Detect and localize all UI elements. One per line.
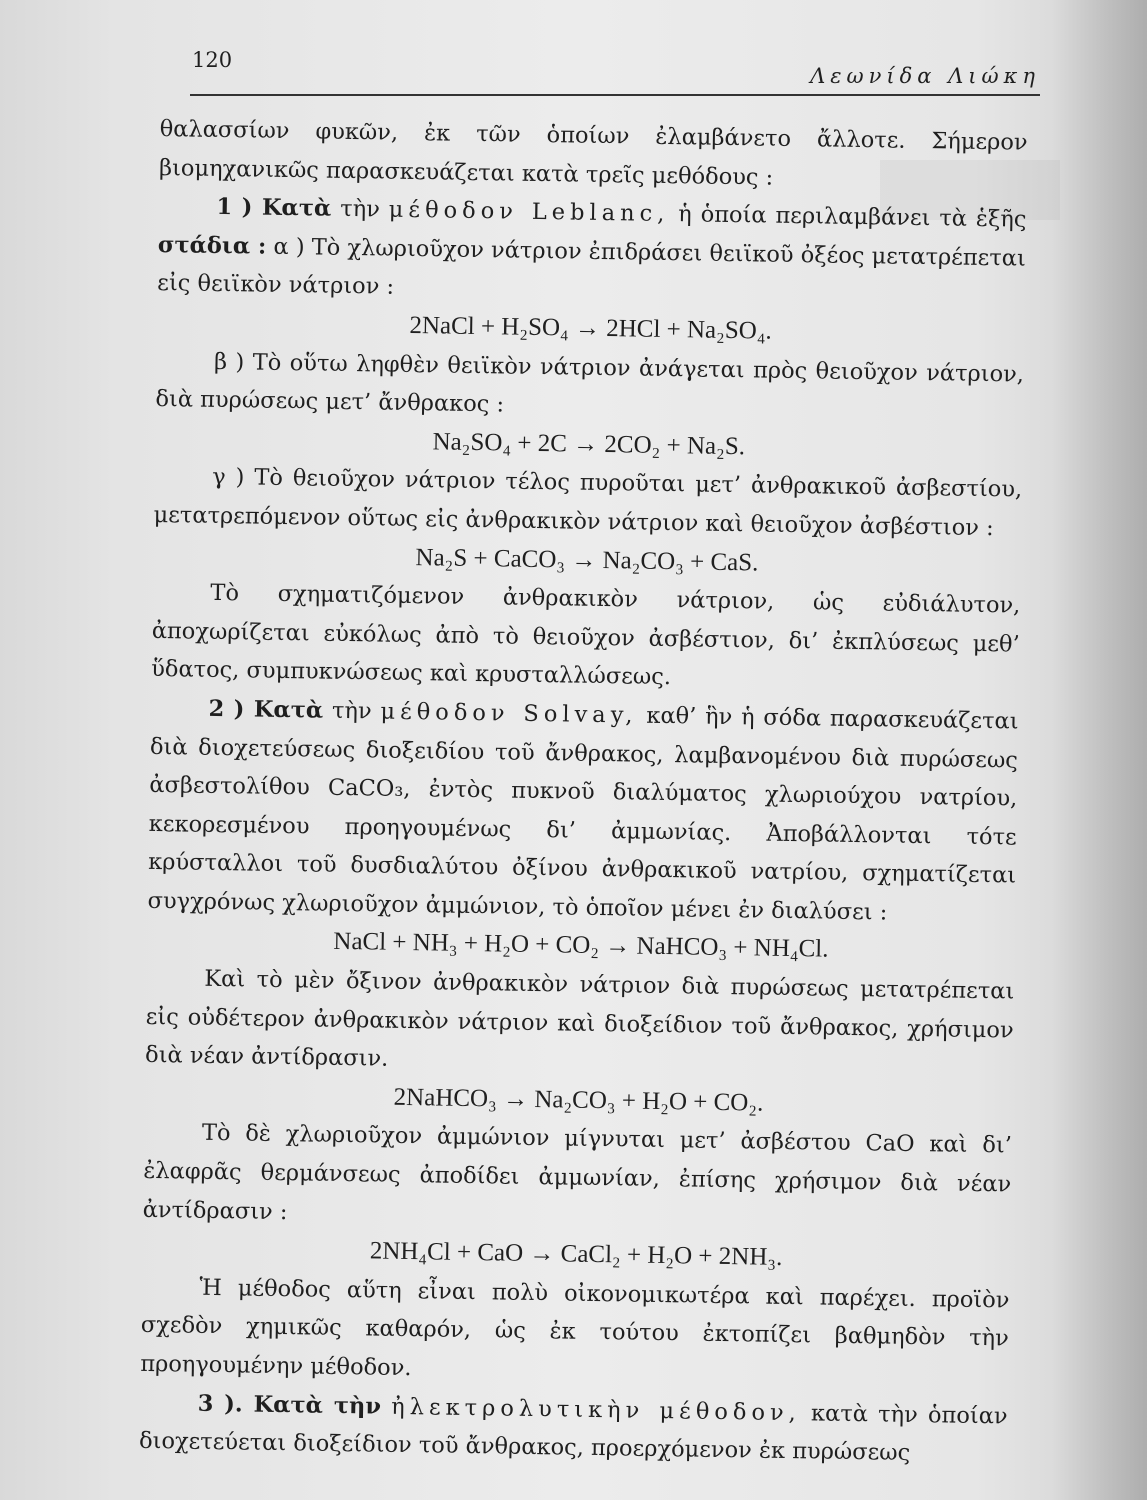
header-rule xyxy=(190,94,1040,96)
method-1-marker: 1 ) Κατὰ xyxy=(216,194,332,222)
method-3-text: κατὰ τὴν ὁποίαν διοχετεύεται διοξείδιον τοῦ ἄνθρακος, προερχόμενον ἐκ πυρώσεως xyxy=(138,1399,1008,1467)
paragraph-bicarbonate: Καὶ τὸ μὲν ὄξινον ἀνθρακικὸν νάτριον διὰ πυρώσεως μετατρέπεται εἰς οὐδέτερον ἀνθρακικὸν νάτριον καὶ διοξείδιον τοῦ ἄνθρακος, χρήσιμον διὰ νέαν ἀντίδρασιν. xyxy=(144,965,1015,1072)
page-header xyxy=(190,42,1040,102)
method-1-name: μέθοδον Leblanc, xyxy=(388,196,670,228)
next-page-shadow xyxy=(1052,0,1147,1500)
paragraph-economy: Ἡ μέθοδος αὕτη εἶναι πολὺ οἰκονομικωτέρα καὶ παρέχει. προϊὸν σχεδὸν χημικῶς καθαρόν, ὡς ἐκ τούτου ἐκτοπίζει βαθμηδὸν τὴν προηγουμένην μέθοδον. xyxy=(140,1274,1010,1382)
equation-2: Na₂SO₄ + 2C → 2CO₂ + Na₂S. xyxy=(432,428,746,460)
paragraph-solvay xyxy=(147,689,1019,934)
running-head: Λεωνίδα Λιώκη xyxy=(810,64,1040,88)
page-number: 120 xyxy=(192,48,233,72)
method-1-stages: στάδια : xyxy=(157,231,267,260)
paragraph-leblanc xyxy=(157,187,1027,316)
method-1-article: τὴν xyxy=(340,196,381,223)
method-2-marker: 2 ) Κατὰ xyxy=(208,695,324,724)
method-2-name: μέθοδον Solvay, xyxy=(380,698,638,729)
method-1-text: α ) Τὸ χλωριοῦχον νάτριον ἐπιδράσει θειϊκοῦ ὀξέος μετατρέπεται εἰς θειϊκὸν νάτριον : xyxy=(157,233,1026,301)
body-text xyxy=(139,110,1028,1474)
method-2-text: καθ’ ἣν ἡ σόδα παρασκευάζεται διὰ διοχετεύσεως διοξειδίου τοῦ ἄνθρακος, λαμβανομένου διὰ πυρώσεως ἀσβεστολίθου CaCO₃, ἐντὸς πυκνοῦ διαλύματος χλωριούχου νατρίου, κεκορεσμένου προηγουμένως δι’ ἀμμωνίας. Ἀποβάλλονται τότε κρύσταλλοι τοῦ δυσδιαλύτου ὀξίνου ἀνθρακικοῦ νατρίου, σχηματίζεται συγχρόνως χλωριοῦχον ἀμμώνιον, τὸ ὁποῖον μένει ἐν διαλύσει : xyxy=(147,702,1019,926)
method-3-marker: 3 ). Κατὰ τὴν xyxy=(197,1390,382,1420)
paragraph-gamma: γ ) Τὸ θειοῦχον νάτριον τέλος πυροῦται μετ’ ἀνθρακικοῦ ἀσβεστίου, μετατρεπόμενον οὕτως εἰς ἀνθρακικὸν νάτριον καὶ θειοῦχον ἀσβέστιον : xyxy=(153,464,1023,542)
equation-4: NaCl + NH₃ + H₂O + CO₂ → NaHCO₃ + NH₄Cl. xyxy=(333,928,829,964)
paragraph-beta: β ) Τὸ οὕτω ληφθὲν θειϊκὸν νάτριον ἀνάγεται πρὸς θειοῦχον νάτριον, διὰ πυρώσεως μετ’ ἄνθρακος : xyxy=(155,348,1025,418)
paragraph-1: θαλασσίων φυκῶν, ἐκ τῶν ὁποίων ἐλαμβάνετο ἄλλοτε. Σήμερον βιομηχανικῶς παρασκευάζεται κατὰ τρεῖς μεθόδους : xyxy=(158,115,1028,191)
paragraph-ammonium: Τὸ δὲ χλωριοῦχον ἀμμώνιον μίγνυται μετ’ ἀσβέστου CaO καὶ δι’ ἐλαφρᾶς θερμάνσεως ἀποδίδει ἀμμωνίαν, ἐπίσης χρήσιμον διὰ νέαν ἀντίδρασιν : xyxy=(142,1120,1013,1225)
equation-6: 2NH₄Cl + CaO → CaCl₂ + H₂O + 2NH₃. xyxy=(369,1237,783,1272)
method-3-name: ἠλεκτρολυτικὴν μέθοδον, xyxy=(391,1393,802,1426)
method-2-article: τὴν xyxy=(331,697,372,725)
paragraph-electrolytic xyxy=(139,1383,1008,1474)
equation-5: 2NaHCO₃ → Na₂CO₃ + H₂O + CO₂. xyxy=(393,1083,764,1117)
method-1-rest: ἡ ὁποία περιλαμβάνει τὰ ἑξῆς xyxy=(678,201,1027,233)
paragraph-separation: Τὸ σχηματιζόμενον ἀνθρακικὸν νάτριον, ὡς εὐδιάλυτον, ἀποχωρίζεται εὐκόλως ἀπὸ τὸ θειοῦχον ἀσβέστιον, δι’ ἐκπλύσεως μεθ’ ὕδατος, συμπυκνώσεως καὶ κρυσταλλώσεως. xyxy=(151,579,1021,691)
equation-1: 2NaCl + H₂SO₄ → 2HCl + Na₂SO₄. xyxy=(409,311,773,345)
equation-3: Na₂S + CaCO₃ → Na₂CO₃ + CaS. xyxy=(415,543,759,576)
